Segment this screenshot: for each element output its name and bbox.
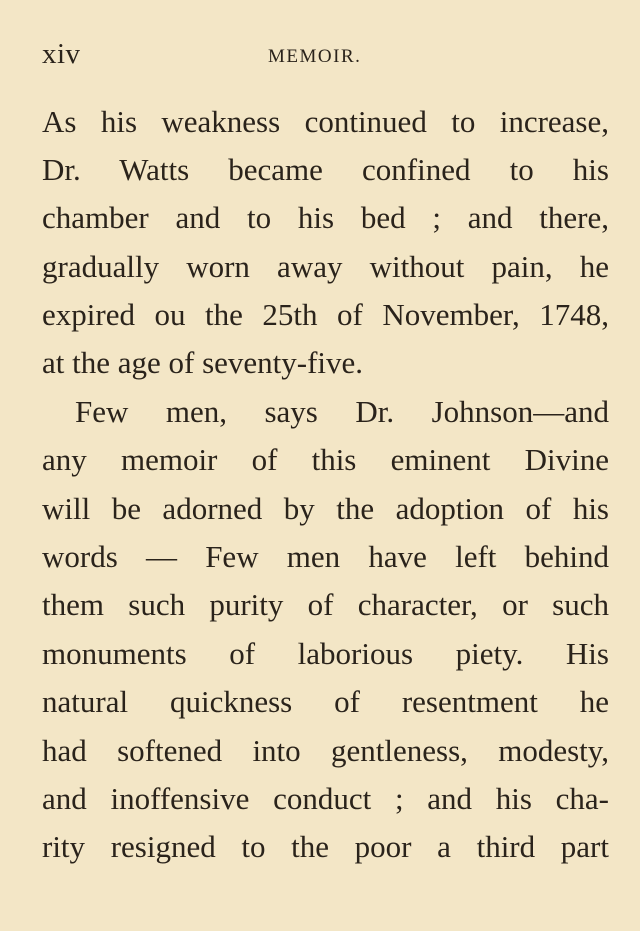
text-line: Dr. Watts became confined to his	[42, 152, 609, 187]
running-head: MEMOIR.	[268, 46, 362, 67]
text-line: them such purity of character, or such	[42, 587, 609, 622]
text-line: gradually worn away without pain, he	[42, 249, 609, 284]
page-header	[42, 38, 608, 78]
text-line: rity resigned to the poor a third part	[42, 829, 609, 864]
text-line: Few men, says Dr. Johnson—and	[75, 394, 609, 429]
text-line: As his weakness continued to increase,	[42, 104, 609, 139]
text-line: any memoir of this eminent Divine	[42, 442, 609, 477]
text-line: natural quickness of resentment he	[42, 684, 609, 719]
text-line: expired ou the 25th of November, 1748,	[42, 297, 609, 332]
text-line: at the age of seventy-five.	[42, 345, 364, 380]
text-line: chamber and to his bed ; and there,	[42, 200, 609, 235]
page-number: xiv	[42, 38, 81, 70]
text-line: will be adorned by the adoption of his	[42, 491, 609, 526]
text-line: words — Few men have left behind	[42, 539, 609, 574]
text-line: monuments of laborious piety. His	[42, 636, 609, 671]
text-line: and inoffensive conduct ; and his cha-	[42, 781, 609, 816]
text-line: had softened into gentleness, modesty,	[42, 733, 609, 768]
